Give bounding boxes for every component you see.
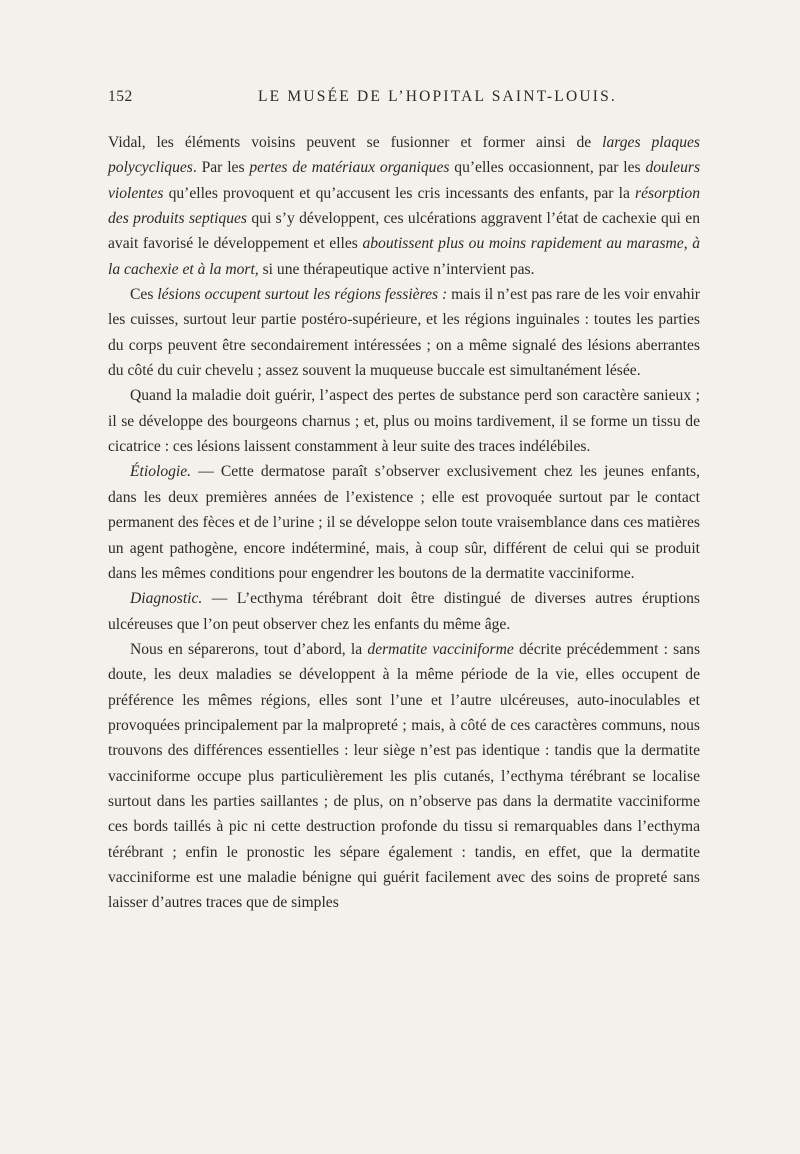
body-text	[108, 130, 700, 916]
text-run: si une thérapeutique active n’intervient pas.	[258, 260, 535, 278]
paragraph	[108, 130, 700, 282]
italic-text-run: douleurs violentes	[108, 159, 701, 202]
italic-text-run: larges plaques polycycliques	[108, 134, 700, 177]
text-run: Ces	[130, 286, 158, 304]
paragraph	[108, 637, 700, 916]
text-run: qu’elles provoquent et qu’accusent les cris incessants des enfants, par la	[163, 184, 636, 202]
italic-text-run: dermatite vacciniforme	[367, 640, 514, 658]
paragraph	[108, 586, 700, 637]
running-title: LE MUSÉE DE L’HOPITAL SAINT-LOUIS.	[258, 88, 618, 105]
paragraph	[108, 459, 700, 586]
text-run: décrite précédemment : sans doute, les deux maladies se développent à la même période de la vie, elles occupent de préférence les mêmes régions, elles sont l’une et l’autre ulcéreuses, auto-inoculables et provoquées principalement par la malpropreté ; mais, à côté de ces caractères communs, nous trouvons des différences essentielles : leur siège n’est pas identique : tandis que la dermatite vacciniforme occupe plus particulièrement les plis cutanés, l’ecthyma térébrant se localise surtout dans les parties saillantes ; de plus, on n’observe pas dans la dermatite vacciniforme ces bords taillés à pic ni cette destruction profonde du tissu si remarquables dans l’ecthyma térébrant ; enfin le pronostic les sépare également : tandis, en effet, que la dermatite vacciniforme est une maladie bénigne qui guérit facilement avec des soins de propreté sans laisser d’autres traces que de simples	[108, 640, 701, 912]
page-number: 152	[108, 88, 133, 105]
paragraph	[108, 282, 700, 383]
italic-text-run: Étiologie.	[130, 463, 192, 481]
text-run: qui s’y développent, ces ulcérations aggravent l’état de cachexie qui en avait favorisé le développement et elles	[108, 210, 700, 253]
text-run: Nous en séparerons, tout d’abord, la	[130, 640, 368, 658]
italic-text-run: lésions occupent surtout les régions fessières :	[157, 286, 448, 304]
text-run: Quand la maladie doit guérir, l’aspect des pertes de substance perd son caractère sanieux ; il se développe des bourgeons charnus ; et, plus ou moins tardivement, il se forme un tissu de cicatrice : ces lésions laissent constamment à leur suite des traces indélébiles.	[108, 387, 700, 456]
paragraph	[108, 383, 700, 459]
text-run: Vidal, les éléments voisins peuvent se fusionner et former ainsi de	[108, 134, 603, 151]
text-run: mais il n’est pas rare de les voir envahir les cuisses, surtout leur partie postéro-supérieure, et les régions inguinales : toutes les parties du corps peuvent être secondairement intéressées ; on a même signalé des lésions aberrantes du côté du cuir chevelu ; assez souvent la muqueuse buccale est simultanément lésée.	[108, 286, 700, 380]
text-run: — L’ecthyma térébrant doit être distingué de diverses autres éruptions ulcéreuses que l’on peut observer chez les enfants du même âge.	[108, 590, 700, 633]
text-run: . Par les	[192, 159, 250, 177]
text-run: — Cette dermatose paraît s’observer exclusivement chez les jeunes enfants, dans les deux premières années de l’existence ; elle est provoquée surtout par le contact permanent des fèces et de l’urine ; il se développe selon toute vraisemblance dans ces matières un agent pathogène, encore indéterminé, mais, à coup sûr, différent de celui qui se produit dans les mêmes conditions pour engendrer les boutons de la dermatite vacciniforme.	[108, 463, 700, 582]
page-header	[0, 88, 800, 112]
italic-text-run: Diagnostic.	[130, 590, 203, 608]
italic-text-run: pertes de matériaux organiques	[249, 159, 450, 177]
italic-text-run: aboutissent plus ou moins rapidement au marasme, à la cachexie et à la mort,	[108, 235, 700, 278]
italic-text-run: résorption des produits septiques	[108, 184, 700, 228]
text-run: qu’elles occasionnent, par les	[449, 159, 646, 177]
